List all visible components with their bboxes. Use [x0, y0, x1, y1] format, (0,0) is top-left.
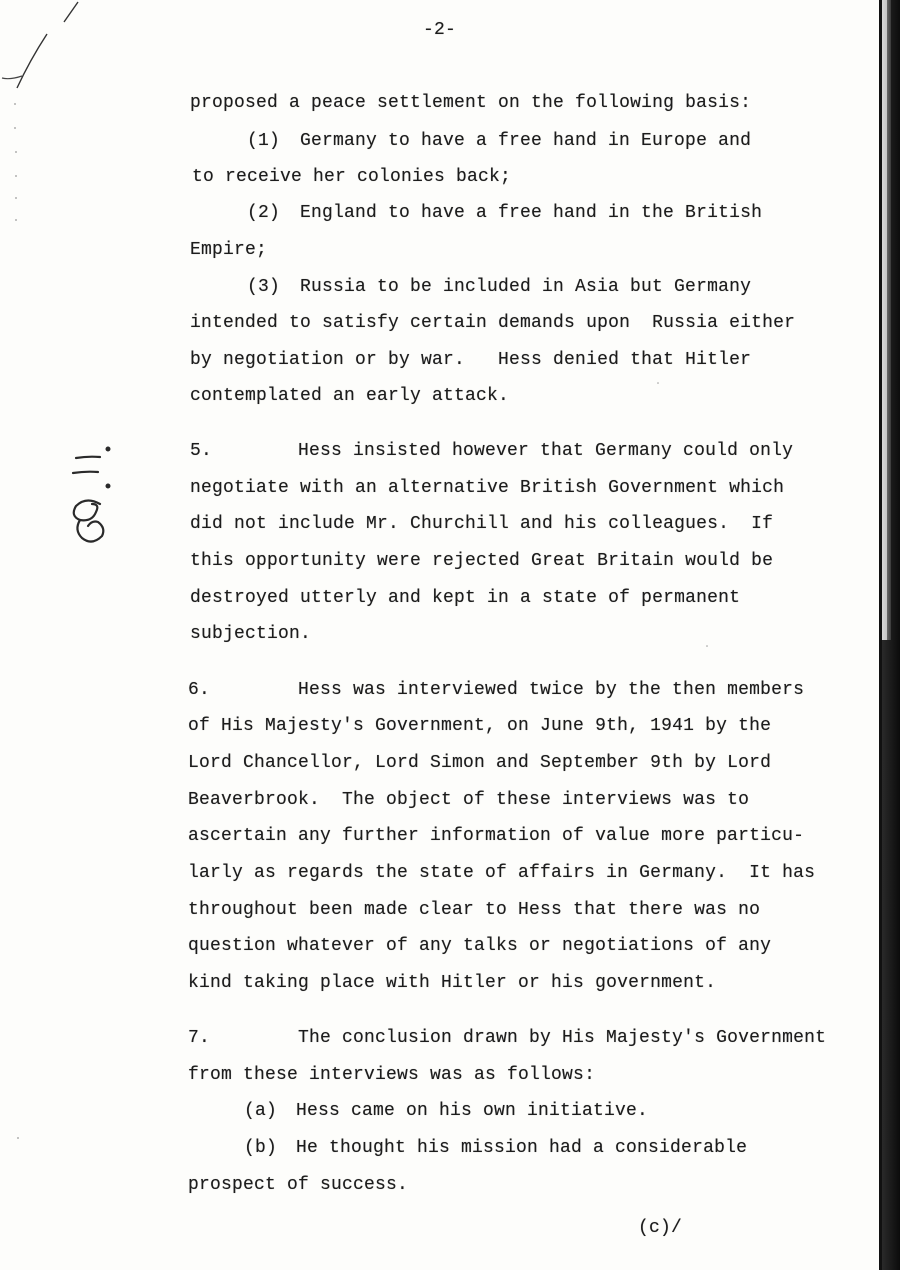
term-line: contemplated an early attack.	[190, 386, 510, 406]
intro-line: proposed a peace settlement on the following basis:	[190, 93, 752, 113]
conclusion-label: (a)	[244, 1101, 278, 1121]
term-line: England to have a free hand in the British	[300, 203, 763, 223]
paragraph-line: The conclusion drawn by His Majesty's Government	[298, 1028, 827, 1048]
term-label: (1)	[247, 131, 281, 151]
paragraph-line: ascertain any further information of value more particu-	[188, 826, 805, 846]
term-line: Russia to be included in Asia but Germany	[300, 277, 752, 297]
pen-stroke	[2, 76, 22, 79]
page-number: -2-	[423, 20, 457, 40]
paragraph-number: 7.	[188, 1028, 211, 1048]
catchword: (c)/	[638, 1218, 683, 1238]
conclusion-line: Hess came on his own initiative.	[296, 1101, 649, 1121]
term-label: (3)	[247, 277, 281, 297]
term-line: intended to satisfy certain demands upon Russia either	[190, 313, 796, 333]
paragraph-line: negotiate with an alternative British Government which	[190, 478, 785, 498]
paragraph-number: 5.	[190, 441, 213, 461]
paragraph-line: this opportunity were rejected Great Britain would be	[190, 551, 774, 571]
paragraph-line: throughout been made clear to Hess that there was no	[188, 900, 761, 920]
paragraph-number: 6.	[188, 680, 211, 700]
paragraph-line: question whatever of any talks or negotiations of any	[188, 936, 772, 956]
conclusion-label: (b)	[244, 1138, 278, 1158]
term-line: Germany to have a free hand in Europe and	[300, 131, 752, 151]
conclusion-line: He thought his mission had a considerable	[296, 1138, 748, 1158]
paragraph-line: larly as regards the state of affairs in Germany. It has	[188, 863, 816, 883]
scan-border-lower	[882, 640, 900, 1270]
paragraph-line: of His Majesty's Government, on June 9th, 1941 by the	[188, 716, 772, 736]
conclusion-line: prospect of success.	[188, 1175, 409, 1195]
pen-stroke	[17, 34, 47, 88]
paragraph-line: did not include Mr. Churchill and his colleagues. If	[190, 514, 774, 534]
paragraph-line: Hess insisted however that Germany could only	[298, 441, 794, 461]
paragraph-line: Beaverbrook. The object of these interviews was to	[188, 790, 750, 810]
paragraph-line: subjection.	[190, 624, 312, 644]
pen-stroke	[64, 2, 78, 22]
paragraph-line: Hess was interviewed twice by the then members	[298, 680, 805, 700]
term-line: Empire;	[190, 240, 268, 260]
term-line: to receive her colonies back;	[192, 167, 512, 187]
term-line: by negotiation or by war. Hess denied that Hitler	[190, 350, 752, 370]
paragraph-line: destroyed utterly and kept in a state of permanent	[190, 588, 741, 608]
handwritten-margin-note	[73, 448, 109, 542]
paragraph-line: from these interviews was as follows:	[188, 1065, 596, 1085]
term-label: (2)	[247, 203, 281, 223]
paragraph-line: kind taking place with Hitler or his government.	[188, 973, 717, 993]
paragraph-line: Lord Chancellor, Lord Simon and September 9th by Lord	[188, 753, 772, 773]
